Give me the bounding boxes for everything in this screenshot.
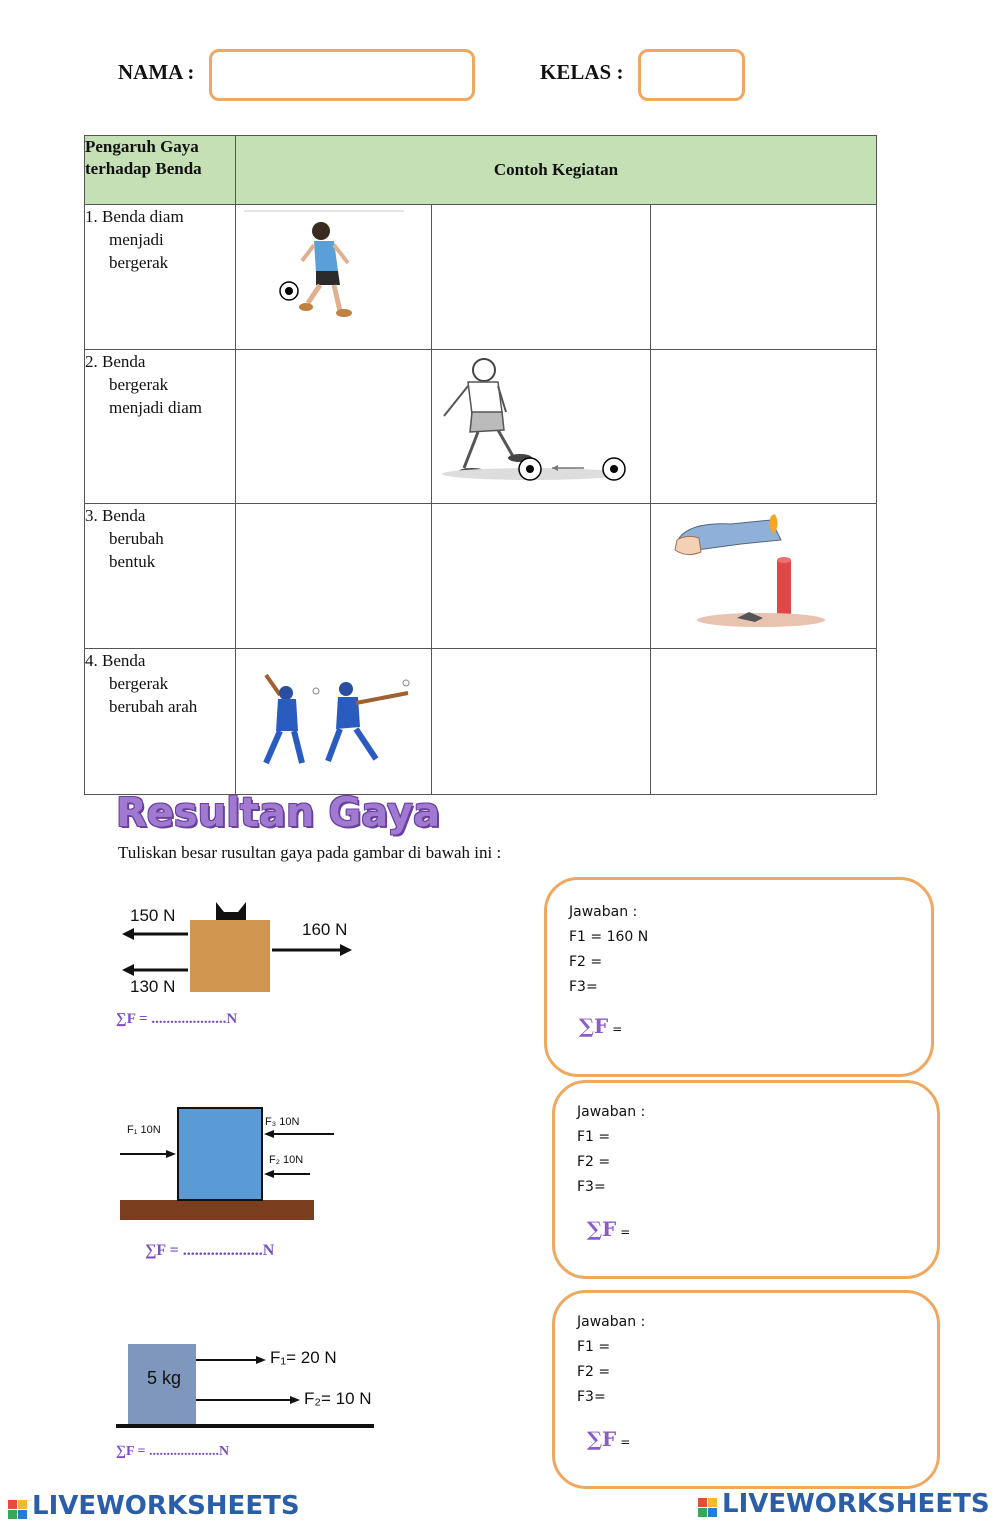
sigma-symbol: ∑F — [587, 1427, 617, 1451]
answer-f3[interactable]: F3= — [577, 1389, 606, 1405]
sum-line-2: ∑F = ....................N — [145, 1242, 275, 1259]
answer-f2[interactable]: F2 = — [577, 1154, 611, 1170]
answer-cell[interactable] — [432, 205, 651, 350]
brand-left[interactable] — [8, 1491, 300, 1521]
answer-cell[interactable] — [432, 504, 651, 649]
sigma-equals[interactable]: = — [620, 1225, 631, 1239]
answer-cell[interactable] — [236, 350, 432, 504]
answer-cell[interactable] — [236, 504, 432, 649]
answer-title: Jawaban : — [577, 1104, 646, 1120]
liveworksheets-logo-icon — [8, 1500, 28, 1520]
image-cell[interactable] — [432, 350, 651, 504]
instruction-text: Tuliskan besar rusultan gaya pada gambar di bawah ini : — [118, 843, 502, 862]
answer-f3[interactable]: F3= — [569, 979, 598, 995]
row-line3: berubah arah — [109, 697, 198, 716]
baseball-swing-image[interactable] — [236, 649, 432, 789]
force-label-a: F₁ 10N — [127, 1124, 161, 1136]
row-number: 1. Benda diam — [85, 207, 184, 226]
row-line3: menjadi diam — [109, 398, 203, 417]
force-label-a: 150 N — [130, 906, 176, 925]
row-number: 3. Benda — [85, 506, 146, 525]
sigma-symbol: ∑F — [587, 1217, 617, 1241]
answer-f1[interactable]: F1 = — [577, 1129, 611, 1145]
answer-box-3[interactable] — [552, 1290, 940, 1489]
row-number: 2. Benda — [85, 352, 146, 371]
answer-f2[interactable]: F2 = — [569, 954, 603, 970]
answer-title: Jawaban : — [569, 904, 638, 920]
table-row — [85, 504, 877, 649]
row-line3: bentuk — [109, 552, 156, 571]
image-cell[interactable] — [651, 504, 877, 649]
row-label — [85, 205, 236, 350]
answer-title: Jawaban : — [577, 1314, 646, 1330]
answer-cell[interactable] — [432, 649, 651, 795]
answer-cell[interactable] — [651, 649, 877, 795]
table-row — [85, 205, 877, 350]
col-header-activity: Contoh Kegiatan — [236, 136, 877, 205]
answer-box-1[interactable] — [544, 877, 934, 1077]
kicking-ball-image[interactable] — [236, 205, 432, 344]
force-label-c: F₂ 10N — [269, 1154, 304, 1166]
answer-f1[interactable]: F1 = — [577, 1339, 611, 1355]
brand-text: LIVEWORKSHEETS — [32, 1491, 300, 1521]
table-header-row — [85, 136, 877, 205]
row-line2: bergerak — [109, 674, 169, 693]
brand-right[interactable] — [698, 1489, 990, 1519]
sigma-equals[interactable]: = — [612, 1022, 623, 1036]
nama-input[interactable] — [209, 49, 475, 101]
sum-line-3: ∑F = ....................N — [116, 1444, 230, 1459]
sigma-symbol: ∑F — [579, 1014, 609, 1038]
row-line3: bergerak — [109, 253, 169, 272]
image-cell[interactable] — [236, 649, 432, 795]
force-diagram-2 — [116, 1100, 346, 1230]
mass-label: 5 kg — [147, 1368, 182, 1388]
force-label-c: 130 N — [130, 977, 176, 996]
force-label-b: 160 N — [302, 920, 348, 939]
kelas-input[interactable] — [638, 49, 745, 101]
row-line2: menjadi — [109, 230, 164, 249]
activity-table — [84, 135, 877, 795]
answer-f2[interactable]: F2 = — [577, 1364, 611, 1380]
melting-candle-image[interactable] — [651, 504, 877, 643]
row-line2: berubah — [109, 529, 164, 548]
table-row — [85, 350, 877, 504]
liveworksheets-logo-icon — [698, 1498, 718, 1518]
stopping-ball-image[interactable] — [432, 350, 651, 498]
force-label-b: F₃ 10N — [265, 1116, 300, 1128]
sigma-equals[interactable]: = — [620, 1435, 631, 1449]
row-line2: bergerak — [109, 375, 169, 394]
answer-cell[interactable] — [651, 350, 877, 504]
sum-line-1: ∑F = ....................N — [116, 1011, 238, 1027]
row-label — [85, 649, 236, 795]
brand-text: LIVEWORKSHEETS — [722, 1489, 990, 1519]
row-label — [85, 504, 236, 649]
section-title: Resultan Gaya — [116, 790, 441, 836]
image-cell[interactable] — [236, 205, 432, 350]
force-label-b: F₂= 10 N — [304, 1389, 372, 1408]
answer-f1[interactable]: F1 = 160 N — [569, 929, 649, 945]
col-header-effect: Pengaruh Gaya terhadap Benda — [85, 136, 236, 205]
force-label-a: F₁= 20 N — [270, 1348, 337, 1367]
answer-f3[interactable]: F3= — [577, 1179, 606, 1195]
row-number: 4. Benda — [85, 651, 146, 670]
answer-box-2[interactable] — [552, 1080, 940, 1279]
nama-label: NAMA : — [118, 60, 195, 84]
kelas-label: KELAS : — [540, 60, 624, 84]
row-label — [85, 350, 236, 504]
table-row — [85, 649, 877, 795]
answer-cell[interactable] — [651, 205, 877, 350]
